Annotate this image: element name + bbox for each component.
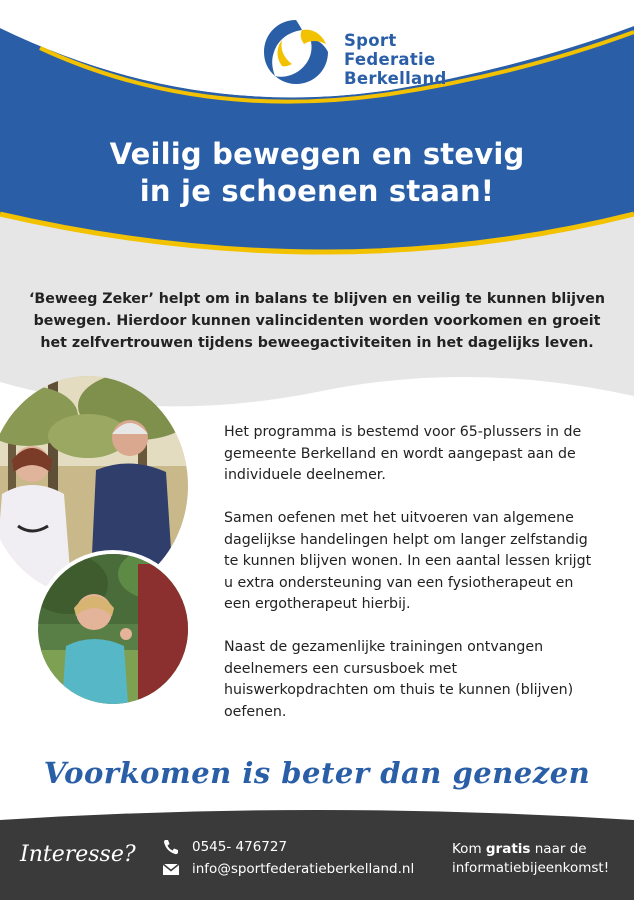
paragraph-audience: Het programma is bestemd voor 65-plussers in de gemeente Berkelland en wordt aangepast aan de individuele deelnemer. [224,424,582,483]
photo-senior-exercising [34,550,192,708]
headline [0,136,634,210]
envelope-icon [162,861,180,877]
cta-post: naar de [530,841,587,857]
cta-bold: gratis [485,841,531,857]
logo-text [344,31,447,88]
footer-cta [452,840,609,878]
slogan: Voorkomen is beter dan genezen [43,756,591,790]
intro-paragraph: ‘Beweeg Zeker’ helpt om in balans te blijven en veilig te kunnen blijven bewegen. Hierdoor kunnen valincidenten worden voorkomen en groeit het zelfvertrouwen tijdens beweegactiviteiten in het dagelijks leven. [29,291,605,351]
paragraph-coursebook: Naast de gezamenlijke trainingen ontvangen deelnemers een cursusboek met huiswerkopdrachten om thuis te kunnen (blijven) oefenen. [224,639,574,720]
logo-line-3: Berkelland [344,69,447,88]
cta-line-2: informatiebijeenkomst! [452,860,610,876]
headline-line-1: Veilig bewegen en stevig [109,137,525,171]
logo-swirl-icon [258,14,334,90]
body-text [224,422,604,745]
contact-phone[interactable]: 0545- 476727 [192,839,288,855]
logo-line-2: Federatie [344,50,436,69]
logo-line-1: Sport [344,31,397,50]
contact-phone-row[interactable] [162,836,414,858]
contact-email-row[interactable] [162,858,414,880]
sport-federatie-logo [258,14,458,90]
contact-info [162,836,414,880]
footer-interest-label: Interesse? [20,842,136,867]
paragraph-practice: Samen oefenen met het uitvoeren van algemene dagelijkse handelingen helpt om langer zelfstandig te kunnen blijven wonen. In een aantal lessen krijgt u extra ondersteuning van een fysiotherapeut en een ergotherapeut hierbij. [224,510,592,612]
headline-line-2: in je schoenen staan! [139,174,495,208]
photo-senior-exercising-image [38,554,188,704]
phone-icon [162,839,180,855]
contact-email[interactable]: info@sportfederatieberkelland.nl [192,861,415,877]
cta-pre: Kom [452,841,486,857]
cta-line-1 [452,840,609,859]
